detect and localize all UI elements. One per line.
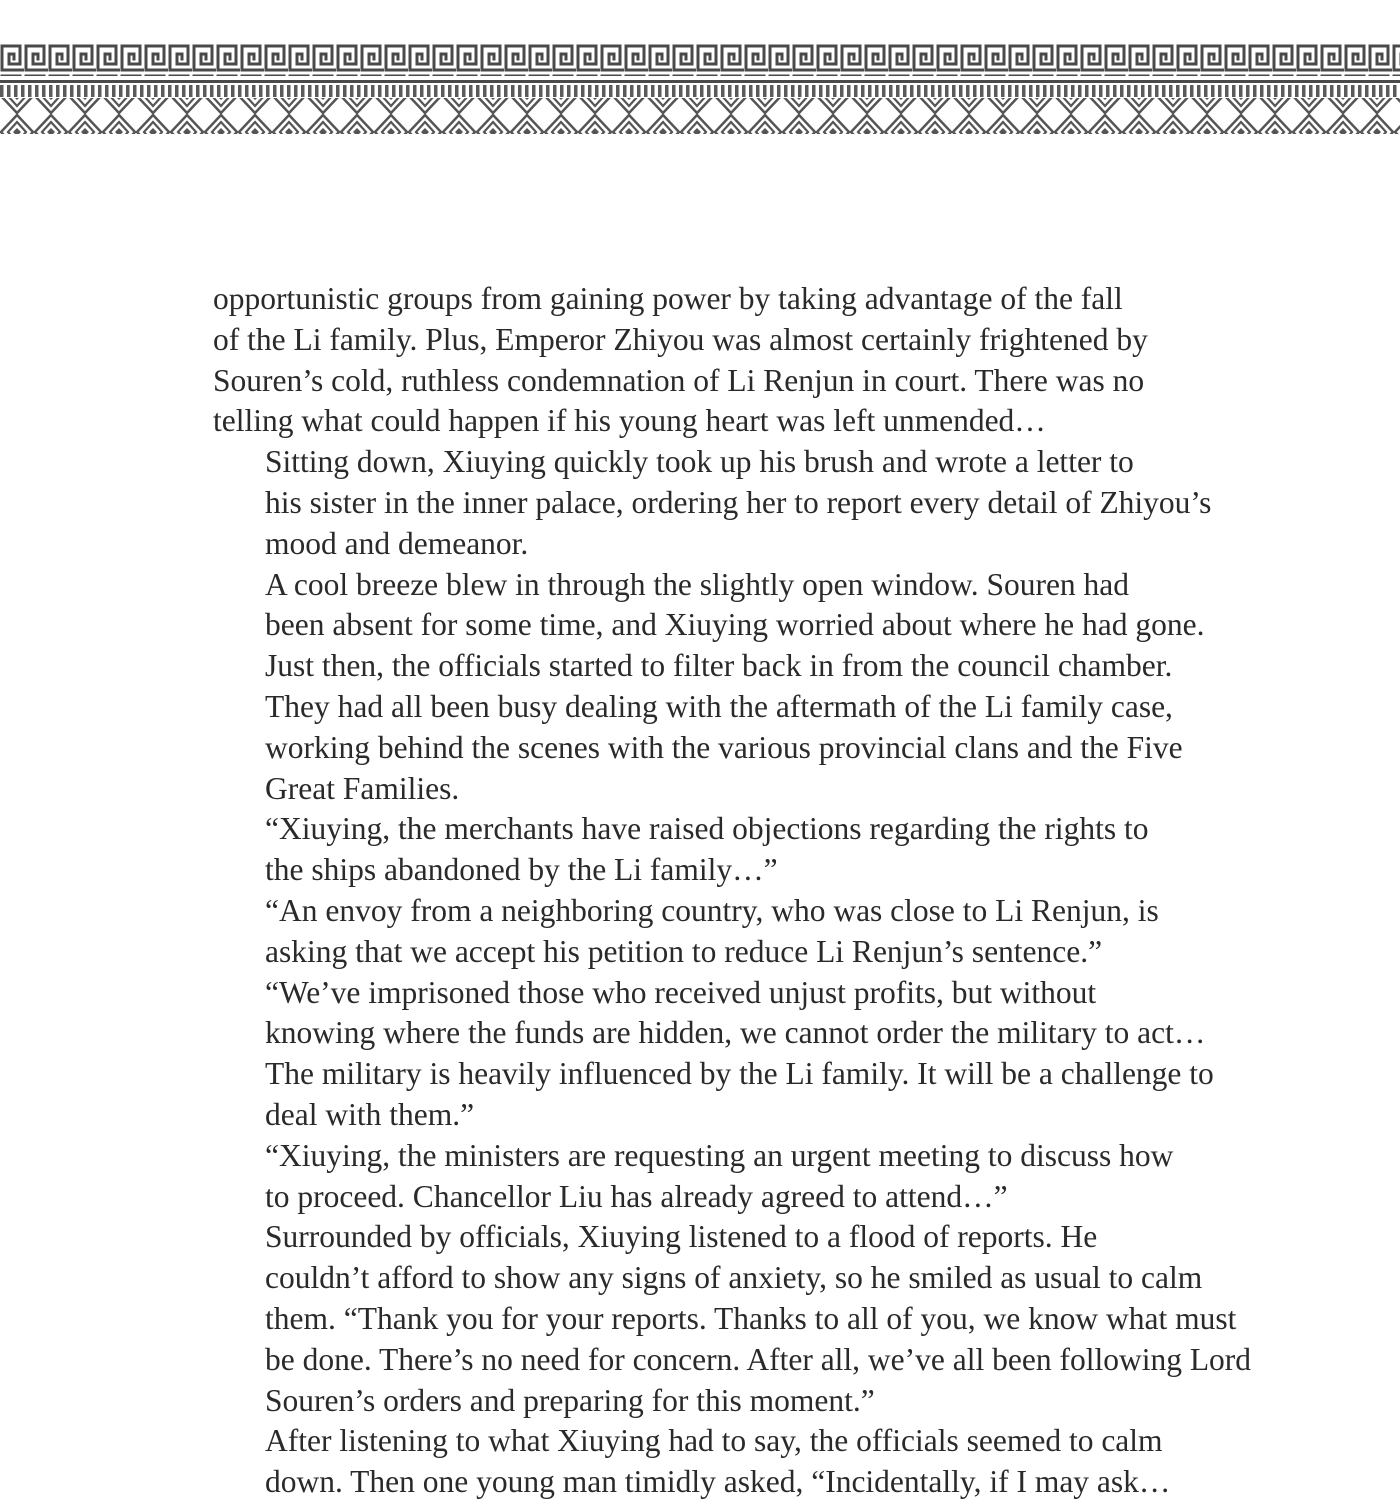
text-line: telling what could happen if his young heart was left unmended… — [213, 403, 1046, 439]
text-line: They had all been busy dealing with the aftermath of the Li family case, — [265, 688, 1173, 724]
text-line: Just then, the officials started to filter back in from the council chamber. — [265, 648, 1173, 684]
text-line: of the Li family. Plus, Emperor Zhiyou was almost certainly frightened by — [213, 321, 1148, 357]
paragraph — [213, 442, 1223, 564]
decorative-border — [0, 42, 1400, 134]
text-line: couldn’t afford to show any signs of anxiety, so he smiled as usual to calm — [265, 1260, 1203, 1296]
text-line: After listening to what Xiuying had to say, the officials seemed to calm — [265, 1423, 1163, 1459]
text-line: the ships abandoned by the Li family…” — [265, 852, 778, 888]
text-line: The military is heavily influenced by the Li family. It will be a challenge to — [265, 1056, 1214, 1092]
paragraph — [213, 1421, 1223, 1503]
paragraph — [213, 279, 1223, 442]
text-line: been absent for some time, and Xiuying worried about where he had gone. — [265, 607, 1205, 643]
text-line: down. Then one young man timidly asked, “Incidentally, if I may ask… — [265, 1464, 1171, 1500]
paragraph — [213, 1217, 1252, 1421]
text-line: deal with them.” — [265, 1096, 475, 1132]
text-line: Great Families. — [265, 770, 460, 806]
paragraph — [213, 809, 1223, 891]
text-line: working behind the scenes with the various provincial clans and the Five — [265, 729, 1183, 765]
text-line: opportunistic groups from gaining power by taking advantage of the fall — [213, 281, 1123, 316]
paragraph — [213, 565, 1223, 647]
paragraph — [213, 891, 1223, 973]
paragraph — [213, 973, 1223, 1136]
text-line: his sister in the inner palace, ordering her to report every detail of Zhiyou’s — [265, 484, 1212, 520]
text-line: “Xiuying, the merchants have raised objections regarding the rights to — [265, 811, 1149, 847]
text-line: mood and demeanor. — [265, 525, 529, 561]
paragraph — [213, 646, 1223, 809]
text-line: to proceed. Chancellor Liu has already agreed to attend…” — [265, 1178, 1008, 1214]
text-line: be done. There’s no need for concern. After all, we’ve all been following Lord — [265, 1341, 1252, 1377]
text-line: asking that we accept his petition to reduce Li Renjun’s sentence.” — [265, 933, 1103, 969]
paragraph — [213, 1136, 1223, 1218]
text-line: them. “Thank you for your reports. Thanks to all of you, we know what must — [265, 1300, 1237, 1336]
text-line: Souren’s cold, ruthless condemnation of Li Renjun in court. There was no — [213, 362, 1145, 398]
page-text — [213, 279, 1252, 1503]
text-line: “An envoy from a neighboring country, who was close to Li Renjun, is — [265, 892, 1159, 928]
text-line: “Xiuying, the ministers are requesting an urgent meeting to discuss how — [265, 1137, 1174, 1173]
text-line: “We’ve imprisoned those who received unjust profits, but without — [265, 974, 1097, 1010]
text-line: Souren’s orders and preparing for this moment.” — [265, 1382, 875, 1418]
text-line: knowing where the funds are hidden, we cannot order the military to act… — [265, 1015, 1206, 1051]
text-line: Sitting down, Xiuying quickly took up his brush and wrote a letter to — [265, 444, 1134, 480]
text-line: A cool breeze blew in through the slightly open window. Souren had — [265, 566, 1130, 602]
text-line: Surrounded by officials, Xiuying listened to a flood of reports. He — [265, 1219, 1098, 1255]
